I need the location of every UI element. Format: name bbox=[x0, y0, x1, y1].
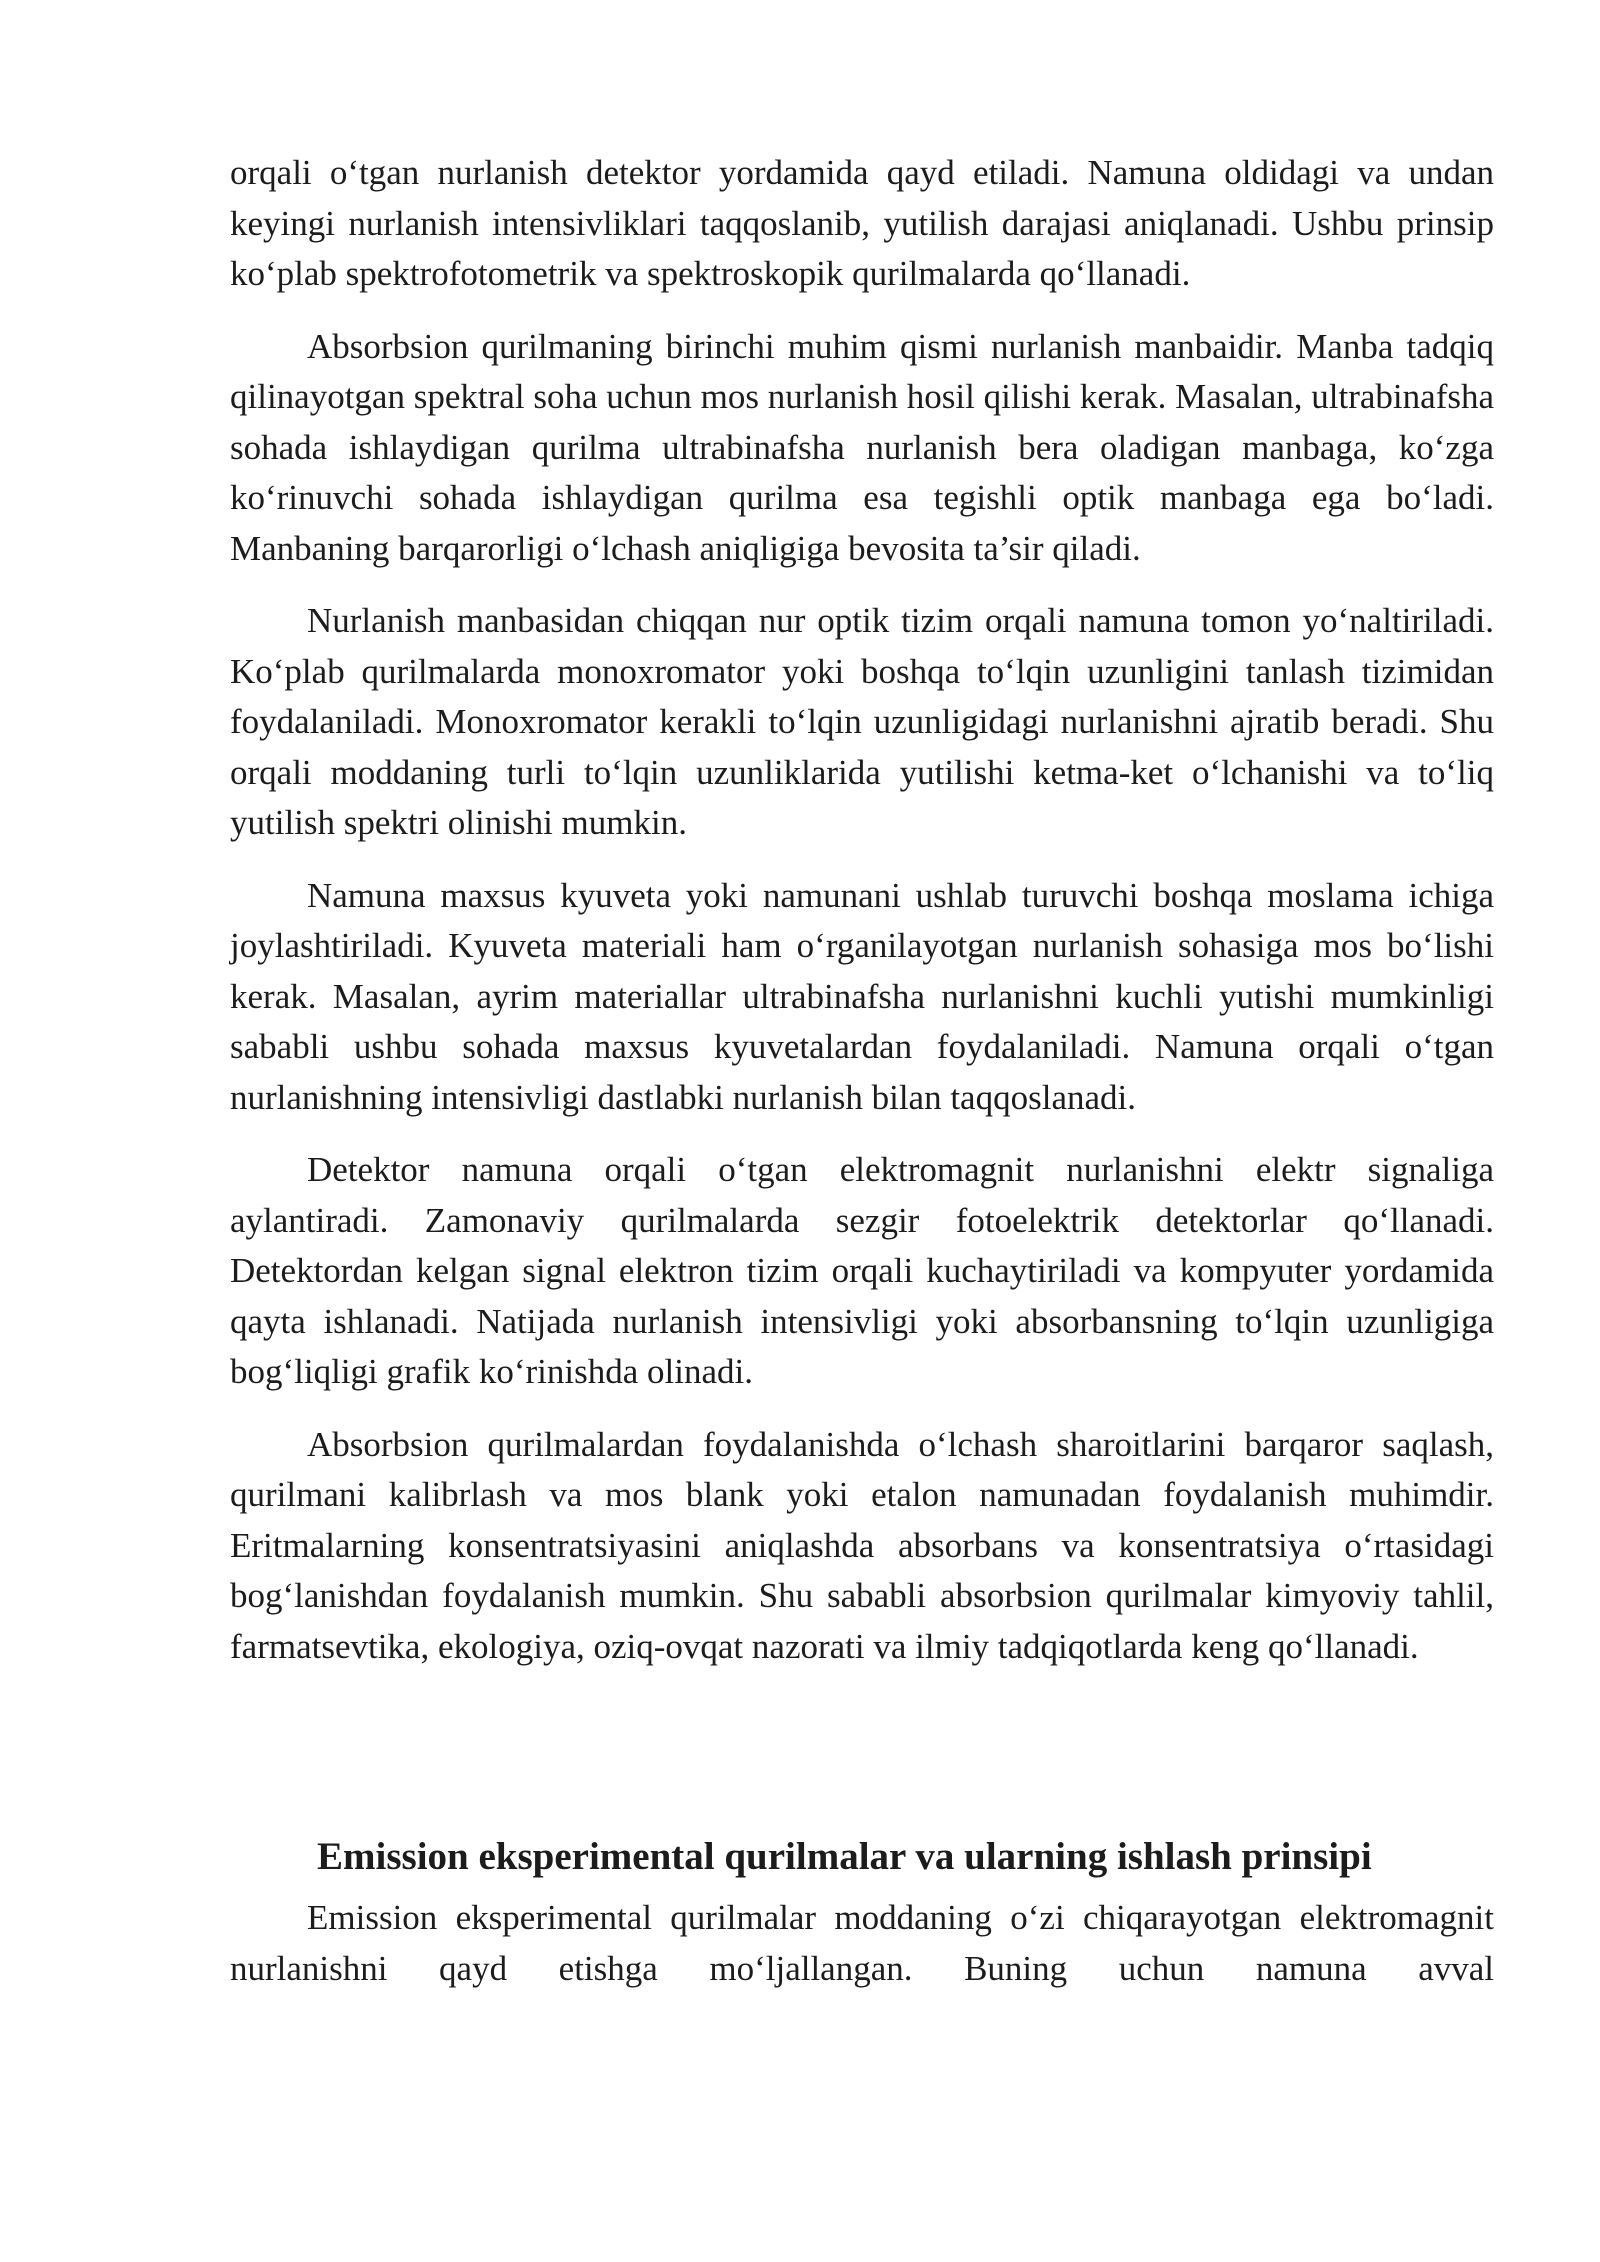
paragraph-emission-intro: Emission eksperimental qurilmalar moddaning o‘zi chiqarayotgan elektromagnit nurlanishni qayd etishga mo‘ljallangan. Buning uchun namuna avval bbox=[230, 1898, 1494, 1988]
paragraph-radiation-source: Absorbsion qurilmaning birinchi muhim qismi nurlanish manbaidir. Manba tadqiq qilinayotgan spektral soha uchun mos nurlanish hosil qilishi kerak. Masalan, ultrabinafsha sohada ishlaydigan qurilma ultrabinafsha nurlanish bera oladigan manbaga, ko‘zga ko‘rinuvchi sohada ishlaydigan qurilma esa tegishli optik manbaga ega bo‘ladi. Manbaning barqarorligi o‘lchash aniqligiga bevosita ta’sir qiladi. bbox=[230, 326, 1494, 568]
paragraph-optical-system: Nurlanish manbasidan chiqqan nur optik tizim orqali namuna tomon yo‘naltiriladi. Ko‘plab qurilmalarda monoxromator yoki boshqa to‘lqin uzunligini tanlash tizimidan foydalaniladi. Monoxromator kerakli to‘lqin uzunligidagi nurlanishni ajratib beradi. Shu orqali moddaning turli to‘lqin uzunliklarida yutilishi ketma-ket o‘lchanishi va to‘liq yutilish spektri olinishi mumkin. bbox=[230, 601, 1494, 842]
paragraph-continuation: orqali o‘tgan nurlanish detektor yordamida qayd etiladi. Namuna oldidagi va undan keyingi nurlanish intensivliklari taqqoslanib, yutilish darajasi aniqlanadi. Ushbu prinsip ko‘plab spektrofotometrik va spektroskopik qurilmalarda qo‘llanadi. bbox=[230, 153, 1494, 293]
document-body bbox=[230, 148, 1494, 1994]
paragraph-applications: Absorbsion qurilmalardan foydalanishda o‘lchash sharoitlarini barqaror saqlash, qurilmani kalibrlash va mos blank yoki etalon namunadan foydalanish muhimdir. Eritmalarning konsentratsiyasini aniqlashda absorbans va konsentratsiya o‘rtasidagi bog‘lanishdan foydalanish mumkin. Shu sababli absorbsion qurilmalar kimyoviy tahlil, farmatsevtika, ekologiya, oziq-ovqat nazorati va ilmiy tadqiqotlarda keng qo‘llanadi. bbox=[230, 1424, 1494, 1666]
paragraph-cuvette: Namuna maxsus kyuveta yoki namunani ushlab turuvchi boshqa moslama ichiga joylashtiriladi. Kyuveta materiali ham o‘rganilayotgan nurlanish sohasiga mos bo‘lishi kerak. Masalan, ayrim materiallar ultrabinafsha nurlanishni kuchli yutishi mumkinligi sababli ushbu sohada maxsus kyuvetalardan foydalaniladi. Namuna orqali o‘tgan nurlanishning intensivligi dastlabki nurlanish bilan taqqoslanadi. bbox=[230, 875, 1494, 1117]
paragraph-detector: Detektor namuna orqali o‘tgan elektromagnit nurlanishni elektr signaliga aylantiradi. Zamonaviy qurilmalarda sezgir fotoelektrik detektorlar qo‘llanadi. Detektordan kelgan signal elektron tizim orqali kuchaytiriladi va kompyuter yordamida qayta ishlanadi. Natijada nurlanish intensivligi yoki absorbansning to‘lqin uzunligiga bog‘liqligi grafik ko‘rinishda olinadi. bbox=[230, 1150, 1494, 1391]
section-heading: Emission eksperimental qurilmalar va ularning ishlash prinsipi bbox=[317, 1835, 1372, 1878]
